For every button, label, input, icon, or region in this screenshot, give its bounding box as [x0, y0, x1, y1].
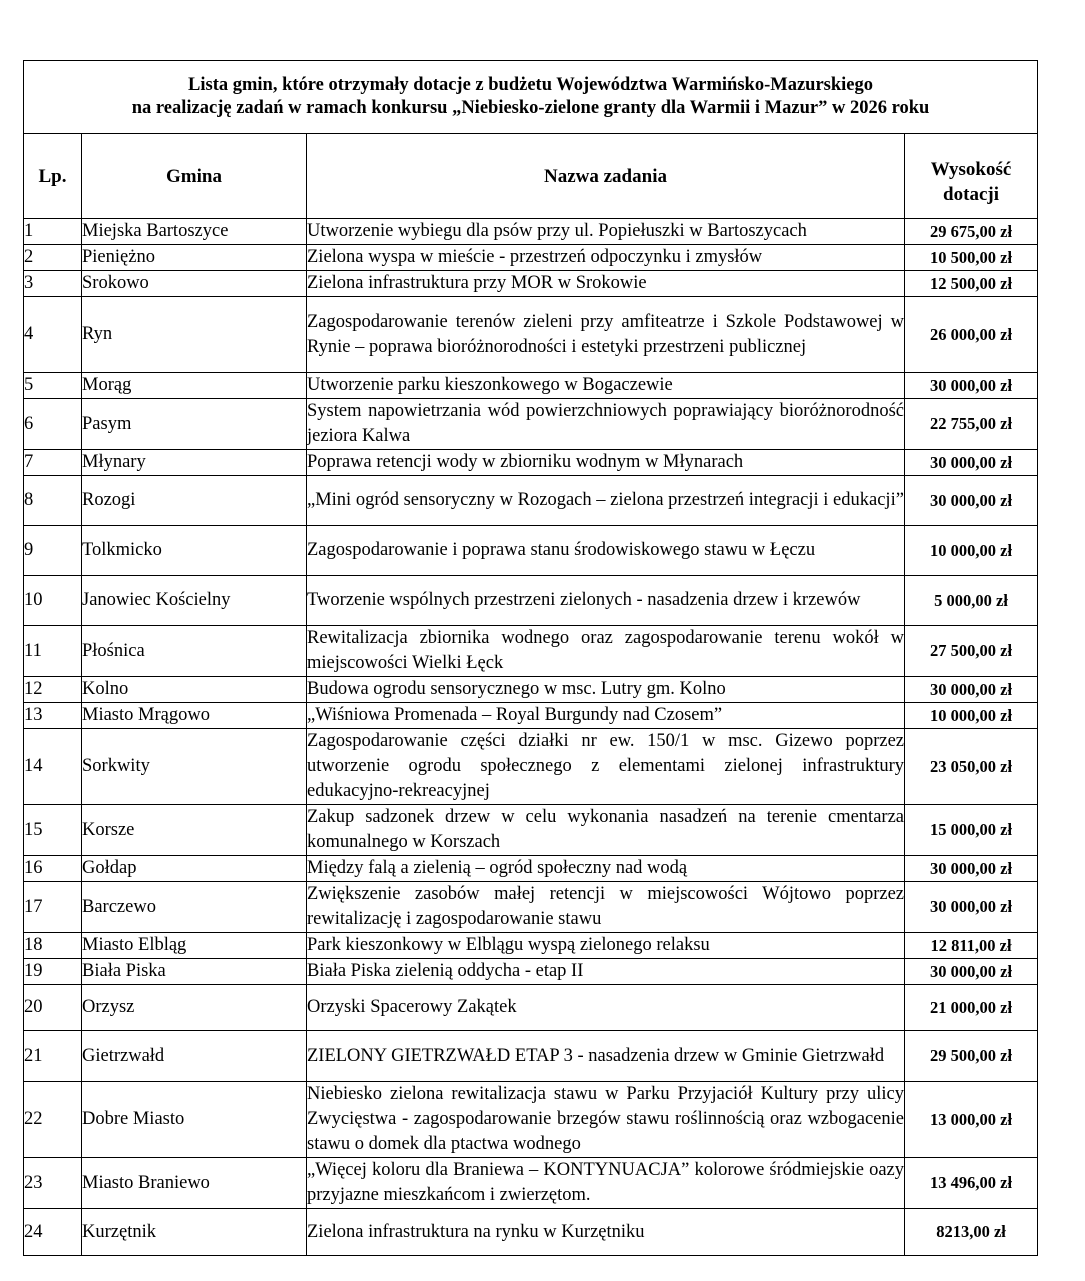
- row-task: Zagospodarowanie części działki nr ew. 150/1 w msc. Gizewo poprzez utworzenie ogrodu społecznego z elementami zielonej infrastruktury edukacyjno-rekreacyjnej: [307, 729, 905, 805]
- row-amount: 23 050,00 zł: [905, 729, 1038, 805]
- table-row: [24, 933, 1038, 959]
- row-amount: 27 500,00 zł: [905, 626, 1038, 677]
- row-gmina: Rozogi: [82, 476, 307, 526]
- header-row: [24, 134, 1038, 219]
- row-amount: 12 500,00 zł: [905, 271, 1038, 297]
- row-task: Utworzenie wybiegu dla psów przy ul. Popiełuszki w Bartoszycach: [307, 219, 905, 245]
- row-task: Zielona infrastruktura na rynku w Kurzętniku: [307, 1209, 905, 1256]
- header-gmina: Gmina: [82, 134, 307, 219]
- row-task: Zielona wyspa w mieście - przestrzeń odpoczynku i zmysłów: [307, 245, 905, 271]
- table-row: [24, 450, 1038, 476]
- row-gmina: Sorkwity: [82, 729, 307, 805]
- row-number: 10: [24, 576, 82, 626]
- header-amount: [905, 134, 1038, 219]
- table-row: [24, 526, 1038, 576]
- row-number: 8: [24, 476, 82, 526]
- row-gmina: Orzysz: [82, 985, 307, 1031]
- row-amount: 30 000,00 zł: [905, 373, 1038, 399]
- table-row: [24, 373, 1038, 399]
- title-line-1: Lista gmin, które otrzymały dotacje z budżetu Województwa Warmińsko-Mazurskiego: [188, 75, 873, 95]
- row-amount: 26 000,00 zł: [905, 297, 1038, 373]
- table-row: [24, 219, 1038, 245]
- row-gmina: Gołdap: [82, 856, 307, 882]
- title-row: [24, 61, 1038, 134]
- row-task: Orzyski Spacerowy Zakątek: [307, 985, 905, 1031]
- row-amount: 15 000,00 zł: [905, 805, 1038, 856]
- table-row: [24, 1209, 1038, 1256]
- row-task: System napowietrzania wód powierzchniowych poprawiający bioróżnorodność jeziora Kalwa: [307, 399, 905, 450]
- table-row: [24, 985, 1038, 1031]
- row-amount: 10 500,00 zł: [905, 245, 1038, 271]
- table-row: [24, 476, 1038, 526]
- row-number: 12: [24, 677, 82, 703]
- table-row: [24, 1031, 1038, 1082]
- row-gmina: Ryn: [82, 297, 307, 373]
- row-number: 22: [24, 1082, 82, 1158]
- row-amount: 5 000,00 zł: [905, 576, 1038, 626]
- row-task: Tworzenie wspólnych przestrzeni zielonych - nasadzenia drzew i krzewów: [307, 576, 905, 626]
- row-task: „Wiśniowa Promenada – Royal Burgundy nad Czosem”: [307, 703, 905, 729]
- row-gmina: Kolno: [82, 677, 307, 703]
- row-number: 16: [24, 856, 82, 882]
- row-gmina: Korsze: [82, 805, 307, 856]
- table-row: [24, 959, 1038, 985]
- row-number: 23: [24, 1158, 82, 1209]
- table-row: [24, 576, 1038, 626]
- row-number: 5: [24, 373, 82, 399]
- row-gmina: Pieniężno: [82, 245, 307, 271]
- row-amount: 10 000,00 zł: [905, 526, 1038, 576]
- row-task: ZIELONY GIETRZWAŁD ETAP 3 - nasadzenia drzew w Gminie Gietrzwałd: [307, 1031, 905, 1082]
- row-number: 14: [24, 729, 82, 805]
- table-row: [24, 399, 1038, 450]
- row-task: Budowa ogrodu sensorycznego w msc. Lutry gm. Kolno: [307, 677, 905, 703]
- header-task: Nazwa zadania: [307, 134, 905, 219]
- row-amount: 22 755,00 zł: [905, 399, 1038, 450]
- row-task: „Więcej koloru dla Braniewa – KONTYNUACJA” kolorowe śródmiejskie oazy przyjazne mieszkańcom i zwierzętom.: [307, 1158, 905, 1209]
- row-number: 15: [24, 805, 82, 856]
- row-number: 20: [24, 985, 82, 1031]
- row-number: 1: [24, 219, 82, 245]
- row-amount: 21 000,00 zł: [905, 985, 1038, 1031]
- row-amount: 30 000,00 zł: [905, 856, 1038, 882]
- row-amount: 30 000,00 zł: [905, 476, 1038, 526]
- row-gmina: Gietrzwałd: [82, 1031, 307, 1082]
- row-number: 24: [24, 1209, 82, 1256]
- row-task: Poprawa retencji wody w zbiorniku wodnym w Młynarach: [307, 450, 905, 476]
- row-number: 17: [24, 882, 82, 933]
- row-task: Zielona infrastruktura przy MOR w Srokowie: [307, 271, 905, 297]
- row-amount: 8213,00 zł: [905, 1209, 1038, 1256]
- row-gmina: Młynary: [82, 450, 307, 476]
- row-gmina: Miasto Mrągowo: [82, 703, 307, 729]
- row-gmina: Tolkmicko: [82, 526, 307, 576]
- row-gmina: Kurzętnik: [82, 1209, 307, 1256]
- row-amount: 30 000,00 zł: [905, 959, 1038, 985]
- row-number: 18: [24, 933, 82, 959]
- row-number: 2: [24, 245, 82, 271]
- row-task: Utworzenie parku kieszonkowego w Bogaczewie: [307, 373, 905, 399]
- row-gmina: Janowiec Kościelny: [82, 576, 307, 626]
- row-number: 3: [24, 271, 82, 297]
- row-gmina: Pasym: [82, 399, 307, 450]
- title-line-2: na realizację zadań w ramach konkursu „Niebiesko-zielone granty dla Warmii i Mazur” w 2026 roku: [131, 98, 930, 118]
- row-task: Park kieszonkowy w Elblągu wyspą zielonego relaksu: [307, 933, 905, 959]
- row-number: 9: [24, 526, 82, 576]
- table-row: [24, 856, 1038, 882]
- row-amount: 29 500,00 zł: [905, 1031, 1038, 1082]
- row-amount: 13 000,00 zł: [905, 1082, 1038, 1158]
- table-row: [24, 297, 1038, 373]
- row-number: 19: [24, 959, 82, 985]
- row-amount: 30 000,00 zł: [905, 882, 1038, 933]
- row-task: Niebiesko zielona rewitalizacja stawu w Parku Przyjaciół Kultury przy ulicy Zwycięstwa - zagospodarowanie brzegów stawu roślinnością oraz wzbogacenie stawu o domek dla ptactwa wodnego: [307, 1082, 905, 1158]
- row-gmina: Barczewo: [82, 882, 307, 933]
- table-body: [24, 219, 1038, 1256]
- row-task: Zakup sadzonek drzew w celu wykonania nasadzeń na terenie cmentarza komunalnego w Korszach: [307, 805, 905, 856]
- row-task: Biała Piska zielenią oddycha - etap II: [307, 959, 905, 985]
- row-gmina: Miasto Braniewo: [82, 1158, 307, 1209]
- row-number: 4: [24, 297, 82, 373]
- row-gmina: Morąg: [82, 373, 307, 399]
- table-title: [24, 61, 1038, 134]
- row-number: 7: [24, 450, 82, 476]
- row-number: 11: [24, 626, 82, 677]
- table-row: [24, 245, 1038, 271]
- row-task: Zagospodarowanie terenów zieleni przy amfiteatrze i Szkole Podstawowej w Rynie – poprawa bioróżnorodności i estetyki przestrzeni publicznej: [307, 297, 905, 373]
- table-row: [24, 1082, 1038, 1158]
- table-row: [24, 271, 1038, 297]
- row-gmina: Miasto Elbląg: [82, 933, 307, 959]
- row-gmina: Dobre Miasto: [82, 1082, 307, 1158]
- row-amount: 10 000,00 zł: [905, 703, 1038, 729]
- table-row: [24, 626, 1038, 677]
- row-task: „Mini ogród sensoryczny w Rozogach – zielona przestrzeń integracji i edukacji”: [307, 476, 905, 526]
- row-gmina: Miejska Bartoszyce: [82, 219, 307, 245]
- table-row: [24, 677, 1038, 703]
- row-gmina: Płośnica: [82, 626, 307, 677]
- grants-table: [23, 60, 1038, 1256]
- row-task: Zagospodarowanie i poprawa stanu środowiskowego stawu w Łęczu: [307, 526, 905, 576]
- row-gmina: Biała Piska: [82, 959, 307, 985]
- row-task: Rewitalizacja zbiornika wodnego oraz zagospodarowanie terenu wokół w miejscowości Wielki Łęck: [307, 626, 905, 677]
- row-amount: 29 675,00 zł: [905, 219, 1038, 245]
- row-task: Między falą a zielenią – ogród społeczny nad wodą: [307, 856, 905, 882]
- table-row: [24, 703, 1038, 729]
- row-amount: 30 000,00 zł: [905, 450, 1038, 476]
- table-row: [24, 805, 1038, 856]
- row-amount: 30 000,00 zł: [905, 677, 1038, 703]
- row-number: 21: [24, 1031, 82, 1082]
- row-amount: 12 811,00 zł: [905, 933, 1038, 959]
- header-amount-line-1: Wysokość: [930, 159, 1012, 180]
- table-row: [24, 729, 1038, 805]
- header-lp: Lp.: [24, 134, 82, 219]
- row-number: 13: [24, 703, 82, 729]
- table-row: [24, 1158, 1038, 1209]
- row-number: 6: [24, 399, 82, 450]
- row-gmina: Srokowo: [82, 271, 307, 297]
- row-task: Zwiększenie zasobów małej retencji w miejscowości Wójtowo poprzez rewitalizację i zagospodarowanie stawu: [307, 882, 905, 933]
- table-row: [24, 882, 1038, 933]
- row-amount: 13 496,00 zł: [905, 1158, 1038, 1209]
- header-amount-line-2: dotacji: [943, 184, 999, 205]
